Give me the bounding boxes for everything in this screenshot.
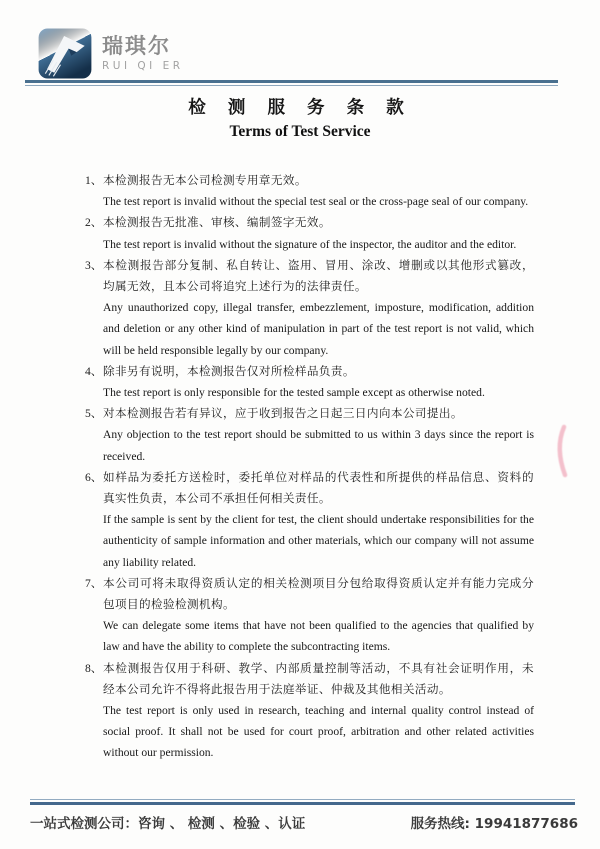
header-divider xyxy=(25,80,558,86)
term-number: 6、 xyxy=(85,470,103,484)
term-text-en: We can delegate some items that have not been qualified to the agencies that qualified by law and have the ability to complete the subcontracting items. xyxy=(103,619,534,654)
term-number: 7、 xyxy=(85,576,103,590)
term-text-en: The test report is only responsible for the tested sample except as otherwise noted. xyxy=(103,386,485,400)
term-text-zh: 如样品为委托方送检时，委托单位对样品的代表性和所提供的样品信息、资料的真实性负责，本公司不承担任何相关责任。 xyxy=(103,470,534,506)
footer-divider-thick-line xyxy=(30,802,575,805)
footer-hotline: 服务热线: 19941877686 xyxy=(410,816,578,832)
term-text-zh: 本检测报告无本公司检测专用章无效。 xyxy=(103,174,307,187)
footer-divider xyxy=(30,799,575,805)
term-text-en: Any objection to the test report should be submitted to us within 3 days since the report is received. xyxy=(103,428,534,463)
term-text-zh: 对本检测报告若有异议，应于收到报告之日起三日内向本公司提出。 xyxy=(103,407,463,421)
term-item xyxy=(85,255,534,361)
term-number: 1、 xyxy=(85,174,103,187)
term-item xyxy=(85,361,534,403)
term-item xyxy=(85,658,534,764)
term-number: 3、 xyxy=(85,258,103,272)
term-text-en: Any unauthorized copy, illegal transfer, embezzlement, imposture, modification, addition and deletion or any other kind of manipulation in part of the test report is not valid, which will be held responsible legally by our company. xyxy=(103,301,534,357)
ruiqier-logo-icon xyxy=(38,28,92,79)
footer-services-text: 一站式检测公司：咨询 、 检测 、检验 、认证 xyxy=(30,816,306,832)
term-item xyxy=(85,573,534,658)
term-number: 2、 xyxy=(85,216,103,230)
company-name-zh: 瑞琪尔 xyxy=(102,34,171,59)
term-item xyxy=(85,170,534,212)
term-text-en: The test report is invalid without the special test seal or the cross-page seal of our company. xyxy=(103,195,529,209)
term-text-zh: 本检测报告无批准、审核、编制签字无效。 xyxy=(103,216,331,230)
term-number: 4、 xyxy=(85,364,103,378)
terms-list xyxy=(85,170,534,764)
term-item xyxy=(85,467,534,573)
footer xyxy=(30,812,578,832)
term-number: 5、 xyxy=(85,407,103,421)
term-item xyxy=(85,403,534,467)
page-title-zh: 检 测 服 务 条 款 xyxy=(188,98,412,118)
company-name-en: RUI QI ER xyxy=(102,59,184,72)
term-text-zh: 本公司可将未取得资质认定的相关检测项目分包给取得资质认定并有能力完成分包项目的检验检测机构。 xyxy=(103,576,534,612)
term-item xyxy=(85,212,534,254)
term-text-en: The test report is only used in research, teaching and internal quality control instead of social proof. It shall not be used for court proof, arbitration and other related activities without our permission. xyxy=(103,704,534,760)
term-text-en: The test report is invalid without the signature of the inspector, the auditor and the editor. xyxy=(103,237,517,251)
company-logo xyxy=(38,28,184,79)
term-text-zh: 本检测报告部分复制、私自转让、盗用、冒用、涂改、增删或以其他形式篡改，均属无效，且本公司将追究上述行为的法律责任。 xyxy=(103,258,534,294)
header-divider-thin-line xyxy=(25,85,558,86)
term-number: 8、 xyxy=(85,661,103,675)
page-title-en: Terms of Test Service xyxy=(229,123,371,140)
term-text-zh: 除非另有说明，本检测报告仅对所检样品负责。 xyxy=(103,364,355,378)
term-text-zh: 本检测报告仅用于科研、教学、内部质量控制等活动，不具有社会证明作用，未经本公司允许不得将此报告用于法庭举证、仲裁及其他相关活动。 xyxy=(103,661,534,696)
term-text-en: If the sample is sent by the client for test, the client should undertake responsibilities for the authenticity of sample information and other materials, which our company will not assume any liability related. xyxy=(103,513,534,569)
cross-page-seal-mark xyxy=(550,424,574,478)
logo-text xyxy=(102,35,184,71)
